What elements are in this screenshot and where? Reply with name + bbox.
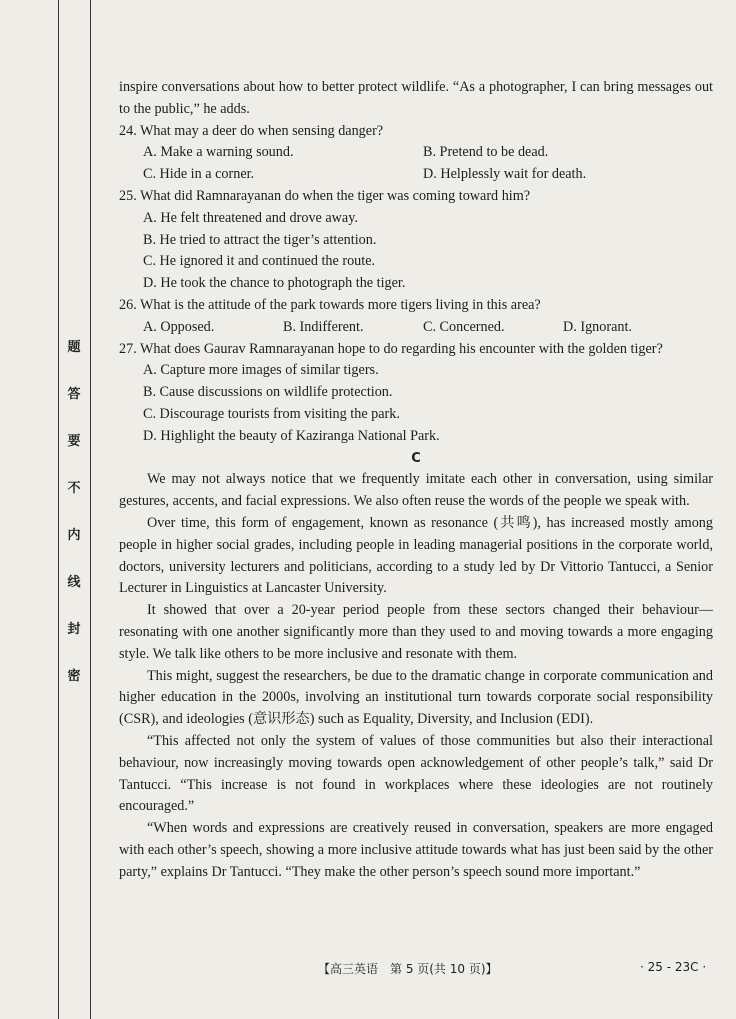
page-content [119, 77, 713, 883]
passage-paragraph: We may not always notice that we frequently imitate each other in conversation, using similar gestures, accents, and facial expressions. We also often reuse the words of the people we speak with. [119, 471, 713, 510]
question-26: 26. What is the attitude of the park towards more tigers living in this area? [119, 296, 541, 313]
options-row [119, 164, 713, 186]
binding-char: 密 [67, 669, 81, 684]
passage-paragraph: It showed that over a 20-year period people from these sectors changed their behaviour—resonating with one another significantly more than they used to and moving towards a more engaging style. We talk like others to be more inclusive and resonate with them. [119, 602, 713, 662]
question-25: 25. What did Ramnarayanan do when the tiger was coming toward him? [119, 187, 531, 204]
binding-line-outer [58, 0, 59, 1019]
options-row [119, 317, 713, 339]
options-row [119, 142, 713, 164]
option-b: B. Cause discussions on wildlife protection. [143, 384, 393, 401]
question-27: 27. What does Gaurav Ramnarayanan hope to do regarding his encounter with the golden tiger? [119, 340, 663, 357]
passage-paragraph: “When words and expressions are creatively reused in conversation, speakers are more engaged with each other’s speech, showing a more inclusive attitude towards what has just been said by the other party,” explains Dr Tantucci. “They make the other person’s speech sound more important.” [119, 820, 713, 880]
option-d: D. Highlight the beauty of Kaziranga National Park. [143, 427, 440, 444]
option-d: D. He took the chance to photograph the tiger. [143, 275, 406, 292]
binding-notice [66, 340, 82, 716]
passage-paragraph: This might, suggest the researchers, be due to the dramatic change in corporate communication and higher education in the 2000s, involving an institutional turn towards corporate social responsibility (CSR), and ideologies (意识形态) such as Equality, Diversity, and Inclusion (EDI). [119, 667, 713, 728]
page-number-label: 【高三英语 第 5 页(共 10 页)】 [318, 962, 498, 976]
option-c: C. Discourage tourists from visiting the park. [143, 405, 400, 422]
option-a: A. Make a warning sound. [143, 144, 294, 161]
binding-char: 内 [67, 528, 81, 543]
passage-paragraph: Over time, this form of engagement, known as resonance (共鸣), has increased mostly among people in higher social grades, including people in leading managerial positions in the corporate world, doctors, university lecturers and politicians, according to a study led by Dr Vittorio Tantucci, a Senior Lecturer in Linguistics at Lancaster University. [119, 514, 713, 597]
binding-char: 线 [67, 575, 81, 590]
option-c: C. Hide in a corner. [143, 166, 255, 183]
passage-b-ending: inspire conversations about how to better protect wildlife. “As a photographer, I can bring messages out to the public,” he adds. [119, 79, 713, 117]
question-24: 24. What may a deer do when sensing danger? [119, 122, 384, 139]
binding-char: 答 [67, 387, 81, 402]
binding-char: 不 [67, 481, 81, 496]
passage-paragraph: “This affected not only the system of values of those communities but also their interactional behaviour, now increasingly moving towards open acknowledgement of other people’s talk,” said Dr Tantucci. “This increase is not found in workplaces where these ideologies are not routinely encouraged.” [119, 732, 713, 815]
option-a: A. He felt threatened and drove away. [143, 209, 358, 226]
option-a: A. Opposed. [143, 318, 215, 335]
option-a: A. Capture more images of similar tigers. [143, 362, 379, 379]
option-d: D. Ignorant. [563, 318, 632, 335]
binding-char: 封 [67, 622, 81, 637]
exam-code: · 25 - 23C · [640, 960, 707, 974]
binding-char: 题 [67, 340, 81, 355]
binding-char: 要 [67, 434, 81, 449]
option-b: B. He tried to attract the tiger’s attention. [143, 231, 377, 248]
option-b: B. Pretend to be dead. [423, 144, 549, 161]
binding-line-inner [90, 0, 91, 1019]
page-footer [0, 960, 736, 980]
section-heading: C [411, 450, 421, 466]
option-c: C. He ignored it and continued the route. [143, 253, 376, 270]
option-d: D. Helplessly wait for death. [423, 166, 587, 183]
option-b: B. Indifferent. [283, 318, 364, 335]
option-c: C. Concerned. [423, 318, 505, 335]
